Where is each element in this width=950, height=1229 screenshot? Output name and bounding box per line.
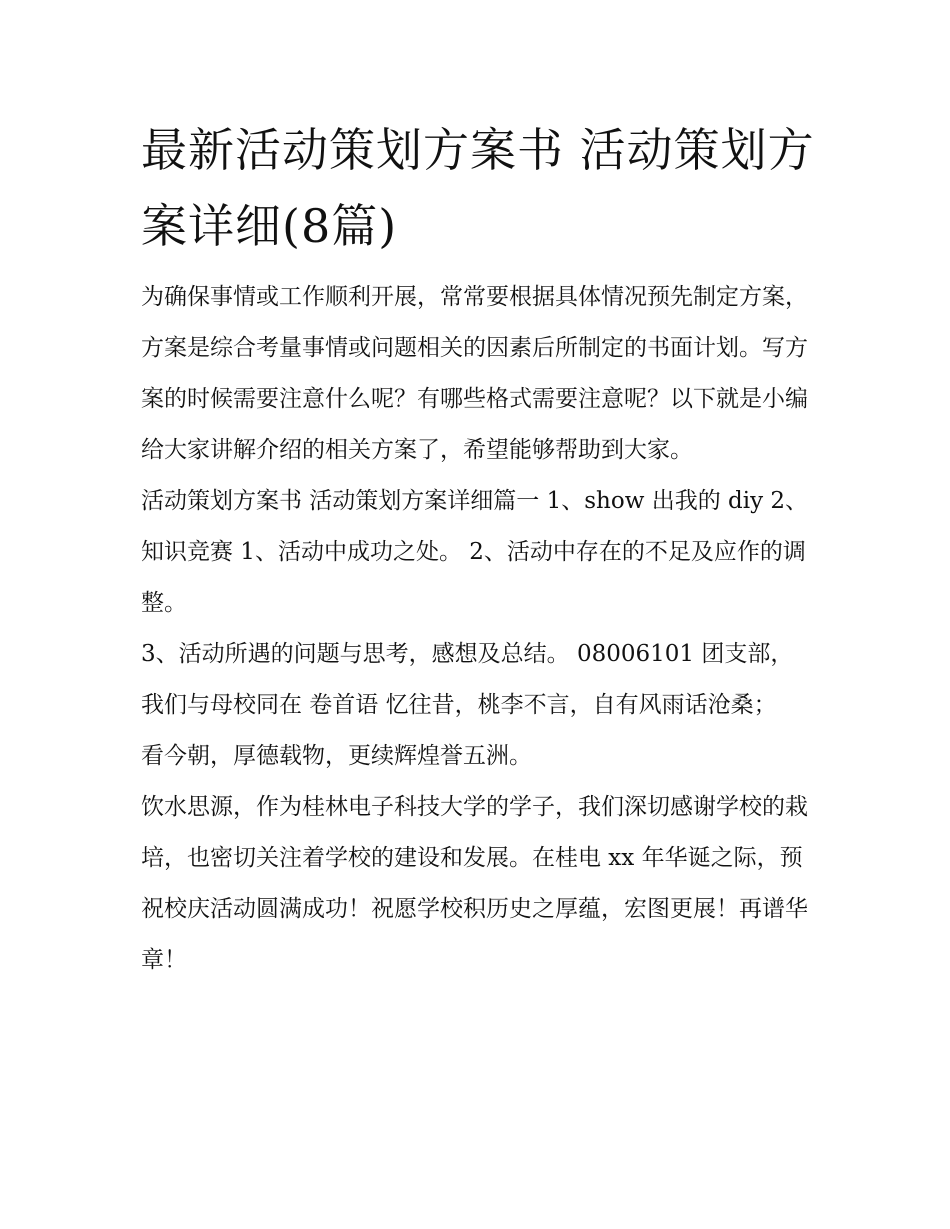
paragraph-gratitude: 饮水思源，作为桂林电子科技大学的学子，我们深切感谢学校的栽培，也密切关注着学校的建设和发展。在桂电 xx 年华诞之际，预祝校庆活动圆满成功！祝愿学校积历史之厚蕴，宏图更展！再谱华章！ — [141, 794, 808, 973]
document-page — [141, 112, 816, 986]
paragraph-activity-list: 活动策划方案书 活动策划方案详细篇一 1、show 出我的 diy 2、知识竞赛 1、活动中成功之处。 2、活动中存在的不足及应作的调整。 — [141, 488, 809, 616]
paragraph-today: 看今朝，厚德载物，更续辉煌誉五洲。 — [141, 743, 532, 769]
document-title: 最新活动策划方案书 活动策划方案详细(8篇) — [141, 123, 815, 253]
paragraph-intro: 为确保事情或工作顺利开展，常常要根据具体情况预先制定方案，方案是综合考量事情或问题相关的因素后所制定的书面计划。写方案的时候需要注意什么呢？有哪些格式需要注意呢？以下就是小编给大家讲解介绍的相关方案了，希望能够帮助到大家。 — [141, 284, 808, 463]
paragraph-reflection: 3、活动所遇的问题与思考，感想及总结。 08006101 团支部，我们与母校同在 卷首语 忆往昔，桃李不言，自有风雨话沧桑； — [141, 641, 794, 718]
